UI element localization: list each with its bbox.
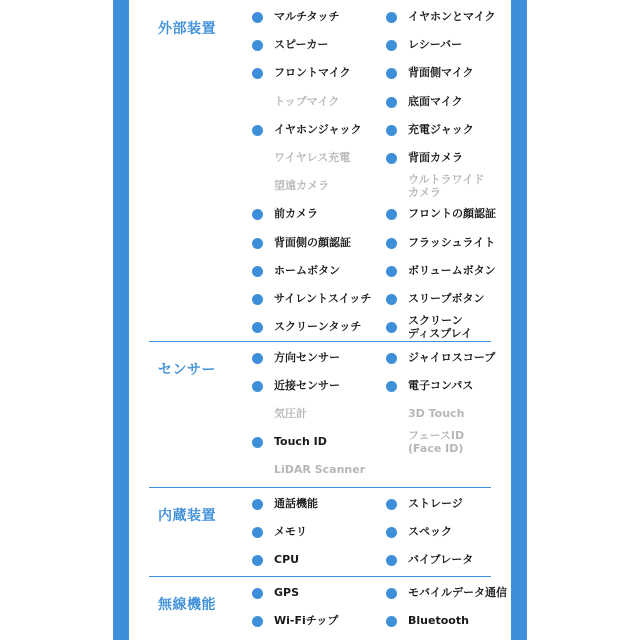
status-dot-icon: [252, 266, 263, 277]
status-dot-icon: [252, 12, 263, 23]
section-divider: [149, 487, 491, 488]
checklist-item-label: フロントの顔認証: [408, 207, 496, 221]
checklist-item-label: Touch ID: [274, 435, 327, 448]
checklist-item-label: 背面側マイク: [408, 66, 474, 80]
checklist-item-label: フロントマイク: [274, 66, 351, 80]
status-dot-icon: [252, 499, 263, 510]
checklist-item-label: 背面カメラ: [408, 151, 463, 164]
checklist-item-label: 3D Touch: [408, 407, 465, 420]
status-dot-icon: [386, 40, 397, 51]
checklist-item-label: レシーバー: [408, 38, 463, 52]
status-dot-icon: [252, 353, 263, 364]
status-dot-icon: [252, 68, 263, 79]
status-dot-icon: [252, 555, 263, 566]
checklist-item-label: バイブレータ: [408, 553, 474, 566]
status-dot-icon: [386, 588, 397, 599]
status-dot-icon: [386, 616, 397, 627]
section-title: 無線機能: [158, 597, 216, 613]
status-dot-icon: [386, 125, 397, 136]
checklist-item-label: フラッシュライト: [408, 235, 496, 249]
checklist-item-label: Wi-Fiチップ: [274, 614, 339, 627]
checklist-item-label: LiDAR Scanner: [274, 463, 366, 476]
status-dot-icon: [252, 616, 263, 627]
checklist-item-label: イヤホンジャック: [274, 122, 362, 136]
checklist-item-label: 底面マイク: [408, 94, 463, 108]
checklist-item-label: メモリ: [274, 525, 307, 538]
status-dot-icon: [252, 40, 263, 51]
status-dot-icon: [252, 125, 263, 136]
status-dot-icon: [386, 238, 397, 249]
checklist-item-label: 近接センサー: [274, 379, 340, 392]
checklist-item-label: 背面側の顔認証: [274, 235, 351, 249]
status-dot-icon: [386, 499, 397, 510]
checklist-item-label: スリープボタン: [408, 292, 485, 305]
checklist-item-label: ウルトラワイド カメラ: [408, 173, 485, 200]
status-dot-icon: [386, 527, 397, 538]
status-dot-icon: [252, 209, 263, 220]
status-dot-icon: [252, 294, 263, 305]
status-dot-icon: [386, 97, 397, 108]
status-dot-icon: [252, 527, 263, 538]
checklist-item-label: 充電ジャック: [408, 122, 474, 136]
status-dot-icon: [386, 353, 397, 364]
status-dot-icon: [252, 238, 263, 249]
status-dot-icon: [252, 322, 263, 333]
checklist-item-label: 通話機能: [274, 497, 318, 510]
checklist-item-label: ボリュームボタン: [408, 263, 496, 277]
checklist-item-label: ホームボタン: [274, 263, 340, 277]
section-title: センサー: [158, 362, 216, 378]
checklist-item-label: スクリーン ディスプレイ: [408, 314, 473, 341]
checklist-panel: [129, 0, 511, 640]
checklist-item-label: Bluetooth: [408, 614, 469, 627]
checklist-item-label: サイレントスイッチ: [274, 292, 372, 305]
section-divider: [149, 341, 491, 342]
checklist-item-label: スペック: [408, 525, 452, 538]
checklist-item-label: モバイルデータ通信: [408, 586, 507, 599]
status-dot-icon: [386, 68, 397, 79]
status-dot-icon: [386, 555, 397, 566]
checklist-item-label: CPU: [274, 553, 300, 566]
status-dot-icon: [386, 12, 397, 23]
checklist-item-label: 方向センサー: [274, 351, 340, 364]
checklist-item-label: フェースID (Face ID): [408, 429, 465, 455]
status-dot-icon: [386, 266, 397, 277]
status-dot-icon: [386, 209, 397, 220]
status-dot-icon: [386, 322, 397, 333]
checklist-item-label: 電子コンパス: [408, 379, 474, 392]
checklist-item-label: トップマイク: [274, 94, 340, 108]
status-dot-icon: [386, 294, 397, 305]
checklist-item-label: ストレージ: [408, 497, 463, 510]
section-title: 内蔵装置: [158, 508, 216, 524]
status-dot-icon: [252, 437, 263, 448]
checklist-item-label: スピーカー: [274, 38, 329, 52]
checklist-item-label: GPS: [274, 586, 300, 599]
left-accent-band: [113, 0, 129, 640]
checklist-item-label: 前カメラ: [274, 207, 318, 221]
checklist-item-label: ワイヤレス充電: [274, 151, 351, 164]
checklist-item-label: ジャイロスコープ: [408, 351, 496, 364]
status-dot-icon: [252, 381, 263, 392]
status-dot-icon: [386, 381, 397, 392]
section-title: 外部装置: [158, 21, 216, 37]
checklist-item-label: マルチタッチ: [274, 10, 340, 23]
status-dot-icon: [252, 588, 263, 599]
checklist-item-label: スクリーンタッチ: [274, 320, 362, 334]
status-dot-icon: [386, 153, 397, 164]
right-accent-band: [511, 0, 527, 640]
checklist-item-label: 望遠カメラ: [274, 179, 329, 193]
checklist-item-label: イヤホンとマイク: [408, 10, 496, 23]
section-divider: [149, 576, 491, 577]
checklist-item-label: 気圧計: [274, 407, 307, 420]
